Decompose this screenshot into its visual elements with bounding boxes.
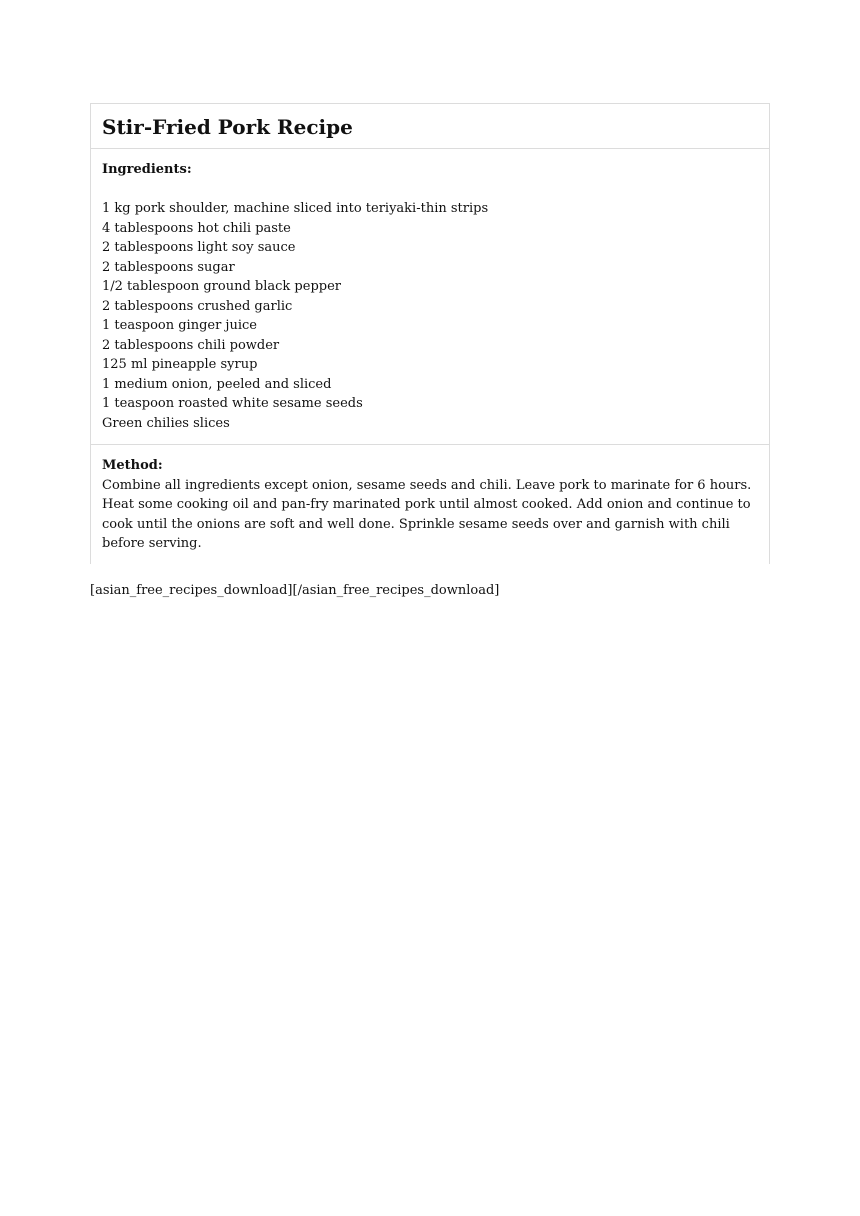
- ingredient-item: 4 tablespoons hot chili paste: [102, 220, 291, 236]
- ingredient-item: 1 medium onion, peeled and sliced: [102, 376, 332, 392]
- method-section: [91, 445, 769, 564]
- ingredient-item: 1 teaspoon ginger juice: [102, 318, 257, 333]
- ingredient-item: Green chilies slices: [102, 415, 230, 431]
- download-shortcode-text: [asian_free_recipes_download][/asian_free_recipes_download]: [90, 583, 500, 598]
- ingredient-item: 1 teaspoon roasted white sesame seeds: [102, 396, 363, 411]
- method-heading: Method:: [102, 458, 163, 473]
- ingredient-item: 125 ml pineapple syrup: [102, 357, 258, 372]
- ingredients-section: [91, 149, 769, 445]
- ingredients-heading: Ingredients:: [102, 162, 192, 177]
- method-text: Combine all ingredients except onion, sesame seeds and chili. Leave pork to marinate for 6 hours. Heat some cooking oil and pan-fry marinated pork until almost cooked. Add onion and continue to cook until the onions are soft and well done. Sprinkle sesame seeds over and garnish with chili before serving.: [102, 477, 752, 551]
- ingredient-item: 2 tablespoons chili powder: [102, 337, 280, 353]
- ingredient-item: 1/2 tablespoon ground black pepper: [102, 279, 342, 294]
- recipe-card: [90, 103, 770, 564]
- ingredient-item: 2 tablespoons light soy sauce: [102, 240, 296, 255]
- recipe-title-box: [91, 104, 769, 149]
- ingredient-list: [102, 199, 758, 433]
- recipe-title: Stir-Fried Pork Recipe: [102, 115, 353, 139]
- ingredient-item: 2 tablespoons crushed garlic: [102, 298, 293, 314]
- ingredient-item: 1 kg pork shoulder, machine sliced into teriyaki-thin strips: [102, 201, 489, 216]
- ingredient-item: 2 tablespoons sugar: [102, 259, 235, 275]
